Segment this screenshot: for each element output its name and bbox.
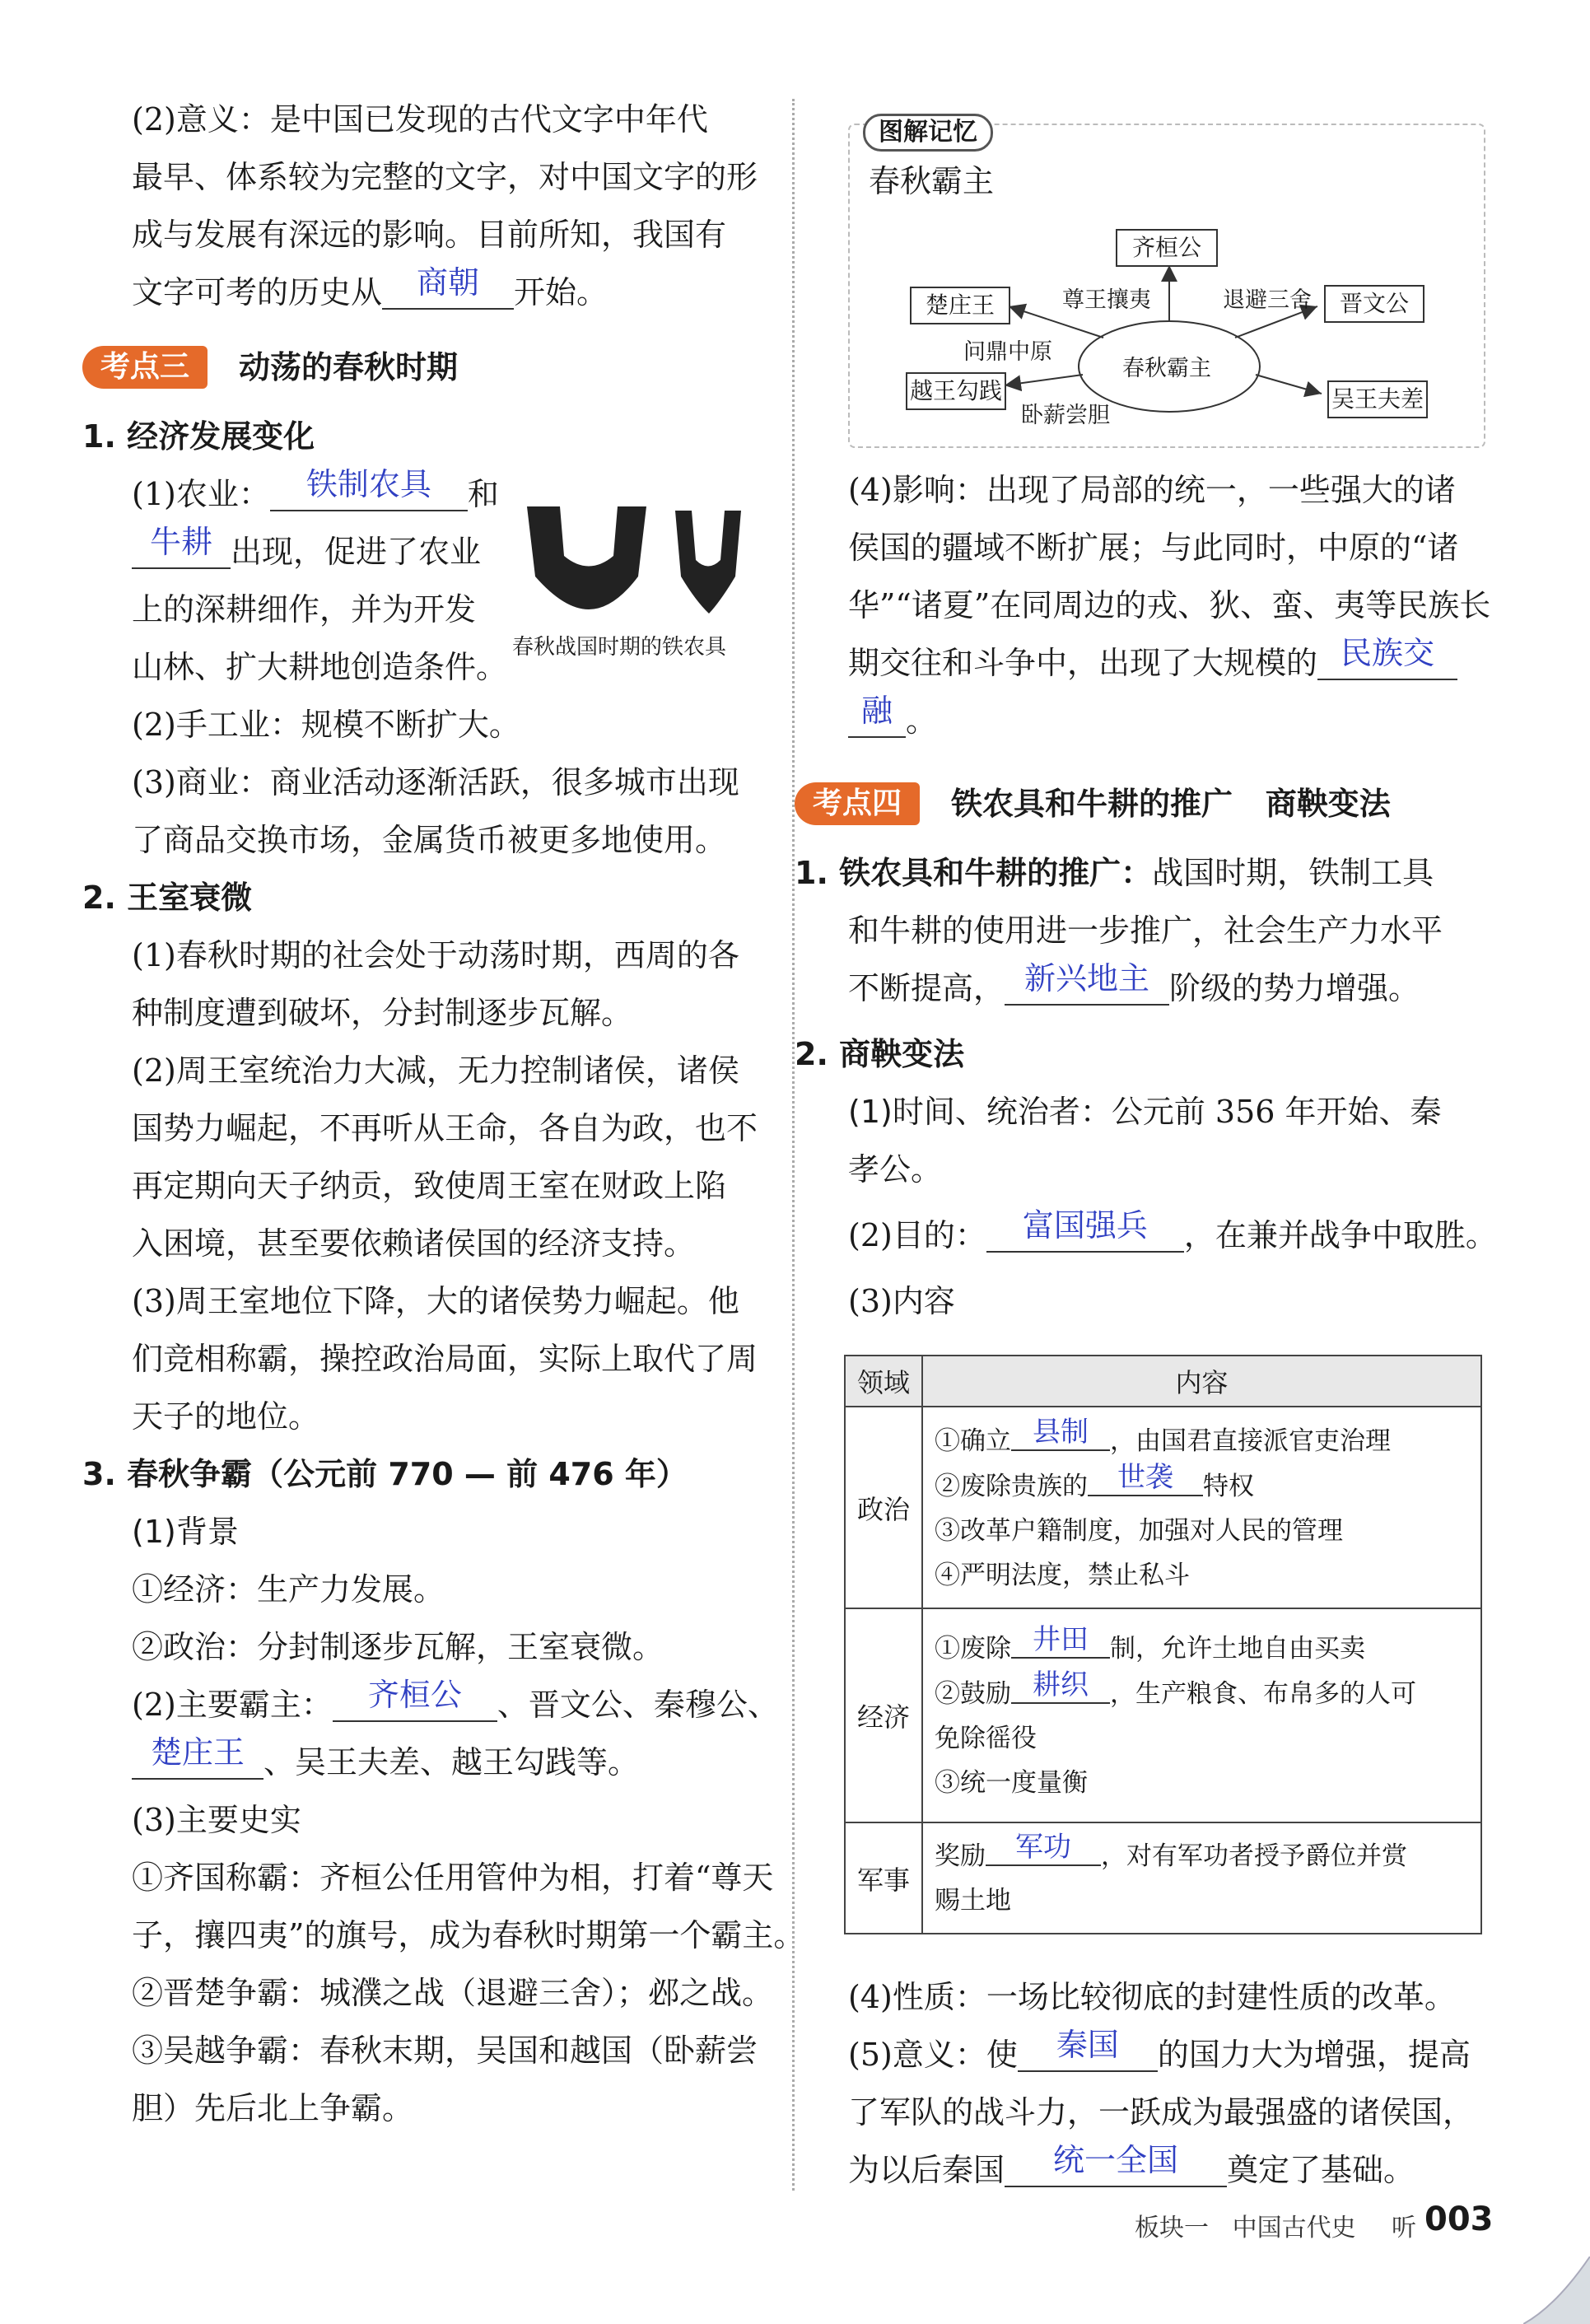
table-header: 领域 (845, 1356, 922, 1407)
answer-blank: 齐桓公 (333, 1684, 497, 1722)
table-cell: ①废除 井田 制，允许土地自由买卖 ②鼓励 耕织 ，生产粮食、布帛多的人可 免除徭役 ③统一度量衡 (922, 1608, 1481, 1822)
footer-section: 板块一 中国古代史 (1135, 2214, 1356, 2242)
text-line: 和牛耕的使用进一步推广，社会生产力水平 (848, 912, 1443, 949)
text-line: (2)目的： 富国强兵 ，在兼并战争中取胜。 (848, 1207, 1497, 1253)
text-line: (2)主要霸主： 齐桓公 、晋文公、秦穆公、 (132, 1677, 779, 1723)
section-heading-3 (82, 346, 593, 389)
text-line: 孝公。 (848, 1151, 943, 1188)
text-line: 融 。 (848, 700, 937, 741)
answer-blank: 铁制农具 (270, 474, 468, 511)
answer-blank: 耕织 (1011, 1671, 1110, 1704)
diagram-label: 尊王攘夷 (1062, 287, 1151, 313)
text-line: (1)春秋时期的社会处于动荡时期，西周的各 (132, 937, 739, 973)
diagram-node-top: 齐桓公 (1116, 229, 1218, 267)
reform-table (844, 1355, 1482, 1934)
text-line: 不断提高， 新兴地主 阶级的势力增强。 (848, 960, 1420, 1006)
text-line: (1)背景 (132, 1514, 239, 1550)
answer-blank: 秦国 (1018, 2034, 1158, 2072)
answer-blank: 融 (848, 700, 906, 738)
answer-blank: 井田 (1011, 1626, 1110, 1659)
item-heading: 1. 经济发展变化 (82, 418, 315, 455)
answer-blank: 民族交 (1317, 642, 1457, 680)
column-divider (792, 99, 795, 2191)
footer-brand: 听 (1392, 2214, 1416, 2242)
page-curl-icon (1523, 2256, 1590, 2324)
item-heading: 2. 王室衰微 (82, 880, 253, 916)
table-header: 内容 (922, 1356, 1481, 1407)
text-line: 牛耕 出现，促进了农业 (132, 531, 481, 572)
text-line: 天子的地位。 (132, 1398, 320, 1435)
diagram-label: 卧薪尝胆 (1021, 403, 1110, 428)
text-line: 了军队的战斗力，一跃成为最强盛的诸侯国， (848, 2094, 1475, 2130)
table-field: 军事 (845, 1822, 922, 1934)
answer-blank: 县制 (1011, 1418, 1110, 1451)
text-line: (3)商业：商业活动逐渐活跃，很多城市出现 (132, 764, 739, 800)
section-title: 动荡的春秋时期 (239, 349, 459, 385)
diagram-label: 问鼎中原 (963, 339, 1052, 365)
iron-tools-image (515, 498, 753, 614)
text-line: 1. 铁农具和牛耕的推广：战国时期，铁制工具 (795, 855, 1434, 891)
section-heading-4 (795, 782, 1478, 825)
text-line: 种制度遭到破坏，分封制逐步瓦解。 (132, 995, 633, 1031)
text-line: 期交往和斗争中，出现了大规模的 民族交 (848, 642, 1457, 684)
text-line: (5)意义：使 秦国 的国力大为增强，提高 (848, 2027, 1471, 2073)
intro-line-2: 最早、体系较为完整的文字，对中国文字的形 (132, 159, 758, 195)
answer-blank: 牛耕 (132, 531, 231, 569)
answer-blank: 商朝 (382, 272, 514, 310)
text-line: ③吴越争霸：春秋末期，吴国和越国（卧薪尝 (132, 2032, 758, 2069)
text-line: ①齐国称霸：齐桓公任用管仲为相，打着“尊天 (132, 1860, 774, 1896)
table-field: 经济 (845, 1608, 922, 1822)
text-line: 侯国的疆域不断扩展；与此同时，中原的“诸 (848, 530, 1459, 566)
intro-line-1: (2)意义：是中国已发现的古代文字中年代 (132, 101, 708, 138)
text-line: (3)周王室地位下降，大的诸侯势力崛起。他 (132, 1283, 739, 1319)
text-line: (3)主要史实 (132, 1802, 301, 1838)
section-pill: 考点四 (795, 782, 920, 825)
text-line: 入困境，甚至要依赖诸侯国的经济支持。 (132, 1225, 696, 1262)
text-line: 山林、扩大耕地创造条件。 (132, 649, 508, 685)
text-line: 楚庄王 、吴王夫差、越王勾践等。 (132, 1742, 639, 1783)
diagram-node: 楚庄王 (910, 287, 1010, 324)
answer-blank: 富国强兵 (986, 1215, 1184, 1253)
table-field: 政治 (845, 1407, 922, 1608)
image-caption: 春秋战国时期的铁农具 (512, 635, 727, 660)
diagram-node: 吴王夫差 (1327, 380, 1428, 418)
intro-line-4: 文字可考的历史从 商朝 开始。 (132, 264, 608, 310)
text-line: 子，攘四夷”的旗号，成为春秋时期第一个霸主。 (132, 1917, 805, 1953)
text-line: ②政治：分封制逐步瓦解，王室衰微。 (132, 1629, 664, 1665)
text-line: (3)内容 (848, 1283, 955, 1319)
intro-line-3: 成与发展有深远的影响。目前所知，我国有 (132, 217, 727, 253)
text-line: (2)周王室统治力大减，无力控制诸侯，诸侯 (132, 1052, 739, 1089)
text-line: (2)手工业：规模不断扩大。 (132, 707, 520, 743)
page-number: 003 (1424, 2200, 1494, 2238)
text-line: 上的深耕细作，并为开发 (132, 591, 477, 628)
section-title: 铁农具和牛耕的推广 商鞅变法 (951, 786, 1391, 822)
text-line: 为以后秦国 统一全国 奠定了基础。 (848, 2142, 1415, 2188)
item-heading: 2. 商鞅变法 (795, 1036, 965, 1072)
diagram-center: 春秋霸主 (1122, 356, 1211, 381)
text-line: 再定期向天子纳贡，致使周王室在财政上陷 (132, 1168, 727, 1204)
text-line: 们竞相称霸，操控政治局面，实际上取代了周 (132, 1341, 758, 1377)
text-line: 胆）先后北上争霸。 (132, 2090, 414, 2126)
text-line: (1)时间、统治者：公元前 356 年开始、秦 (848, 1094, 1442, 1130)
answer-blank: 楚庄王 (132, 1742, 263, 1780)
answer-blank: 新兴地主 (1005, 968, 1169, 1006)
table-cell: ①确立 县制 ，由国君直接派官吏治理 ②废除贵族的 世袭 特权 ③改革户籍制度，加强对人民的管理 ④严明法度，禁止私斗 (922, 1407, 1481, 1608)
text-line: 国势力崛起，不再听从王命，各自为政，也不 (132, 1110, 758, 1146)
diagram-node: 晋文公 (1324, 285, 1424, 323)
answer-blank: 统一全国 (1005, 2149, 1227, 2187)
text-line: 了商品交换市场，金属货币被更多地使用。 (132, 822, 727, 858)
diagram-label: 退避三舍 (1223, 287, 1312, 313)
diagram-node: 越王勾践 (906, 372, 1006, 410)
answer-blank: 军功 (986, 1833, 1101, 1866)
text-line: ①经济：生产力发展。 (132, 1571, 445, 1608)
text-line: ②晋楚争霸：城濮之战（退避三舍）；邲之战。 (132, 1975, 774, 2011)
text-line: (4)影响：出现了局部的统一，一些强大的诸 (848, 472, 1456, 508)
text-line: (1)农业： 铁制农具 和 (132, 466, 499, 512)
table-cell: 奖励 军功 ，对有军功者授予爵位并赏 赐土地 (922, 1822, 1481, 1934)
diagram-title: 春秋霸主 (869, 163, 995, 199)
text-line: (4)性质：一场比较彻底的封建性质的改革。 (848, 1979, 1456, 2015)
section-pill: 考点三 (82, 346, 207, 389)
item-heading: 3. 春秋争霸（公元前 770 — 前 476 年） (82, 1456, 688, 1492)
answer-blank: 世袭 (1088, 1463, 1203, 1496)
text-line: 华”“诸夏”在同周边的戎、狄、蛮、夷等民族长 (848, 587, 1491, 623)
memory-tag: 图解记忆 (863, 114, 993, 152)
